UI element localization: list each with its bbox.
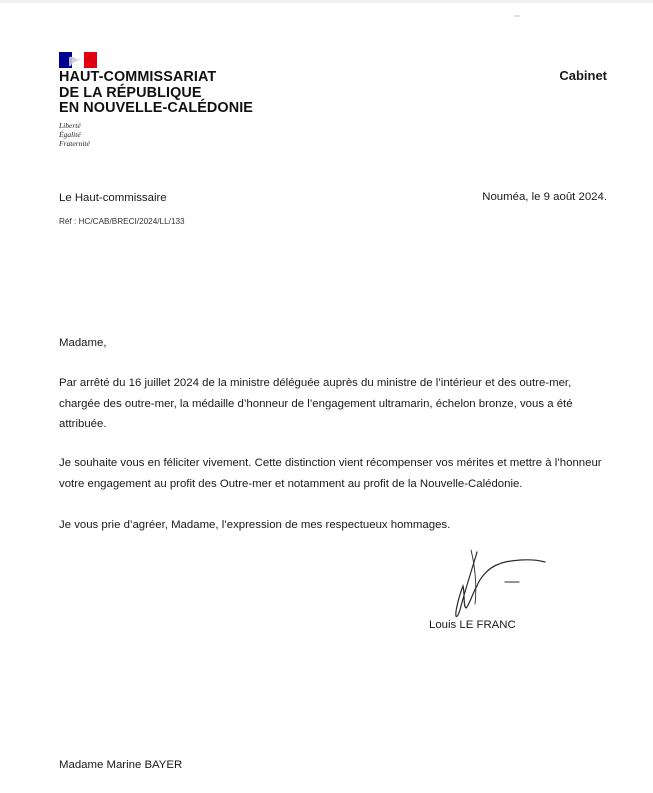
closing-formula: Je vous prie d’agréer, Madame, l’expression de mes respectueux hommages.	[59, 519, 451, 531]
org-line-1: HAUT-COMMISSARIAT	[59, 69, 217, 85]
motto-egalite: Égalité	[59, 130, 81, 140]
handwritten-signature	[447, 546, 547, 622]
org-line-2: DE LA RÉPUBLIQUE	[59, 84, 202, 101]
motto-liberte: Liberté	[59, 121, 81, 130]
signer-name: Louis LE FRANC	[429, 619, 516, 631]
republic-motto	[59, 121, 90, 149]
paragraph-congratulations: Je souhaite vous en féliciter vivement. Cette distinction vient récompenser vos mérites et mettre à l’honneur votre engagement au profit des Outre-mer et notamment au profit de la Nouvelle-Calédonie.	[59, 457, 602, 490]
scan-speck	[514, 15, 520, 17]
motto-fraternite: Fraternité	[59, 139, 90, 149]
place-and-date: Nouméa, le 9 août 2024.	[482, 191, 607, 203]
marianne-logo-icon	[59, 52, 97, 68]
organization-name	[59, 70, 253, 117]
top-divider	[0, 0, 653, 3]
department-label: Cabinet	[559, 68, 607, 83]
recipient-name: Madame Marine BAYER	[59, 759, 183, 771]
org-line-3: EN NOUVELLE-CALÉDONIE	[59, 100, 253, 116]
signatory-title: Le Haut-commissaire	[59, 192, 167, 204]
paragraph-award: Par arrêté du 16 juillet 2024 de la ministre déléguée auprès du ministre de l’intérieur et des outre-mer, chargée des outre-mer, la médaille d’honneur de l’engagement ultramarin, échelon bronze, vous a été attribuée.	[59, 377, 573, 430]
salutation: Madame,	[59, 337, 107, 349]
reference-number: Réf : HC/CAB/BRECI/2024/LL/133	[59, 217, 185, 226]
